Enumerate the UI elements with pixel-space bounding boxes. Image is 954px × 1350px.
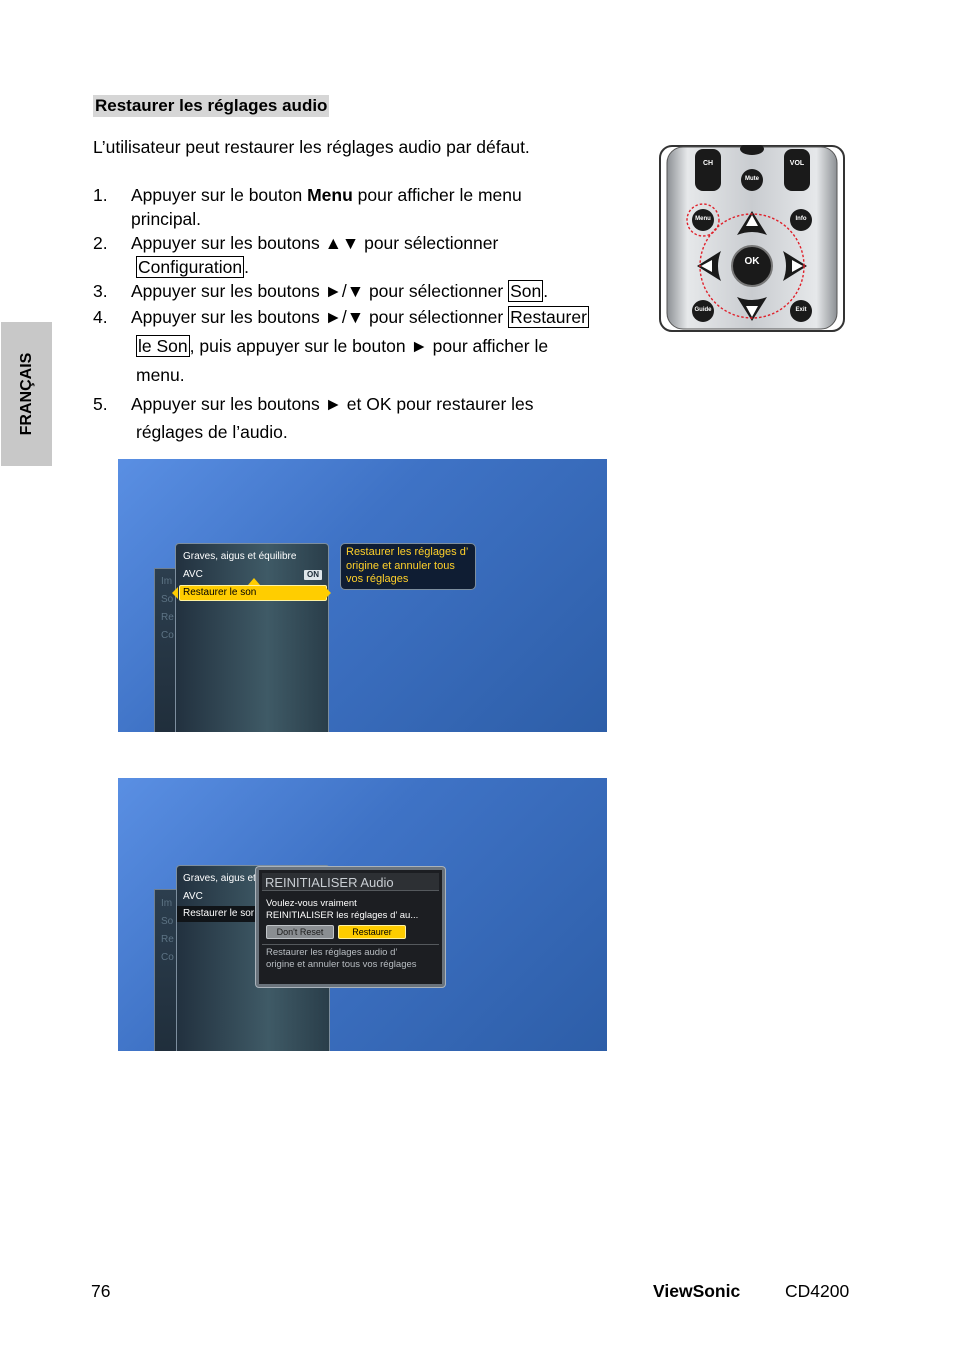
ok-label: OK [744, 256, 760, 267]
mute-label: Mute [745, 176, 759, 182]
page-number: 76 [91, 1281, 111, 1301]
menu-item-graves-2[interactable]: Graves, aigus et [183, 873, 256, 884]
tv-screenshot-1: Im So Re Co Graves, aigus et équilibre AVC ON Restaurer le son Restaurer les réglages d’ origine et annuler tous vos réglages [118, 459, 607, 732]
step-5-text-b: réglages de l’audio. [136, 422, 288, 442]
dialog-question-1: Voulez-vous vraiment [266, 898, 357, 909]
dialog-divider [262, 944, 439, 945]
dont-reset-button[interactable]: Don't Reset [266, 925, 334, 939]
step-4-text-d: , puis appuyer sur le bouton ► pour afficher le [189, 336, 549, 356]
up-arrow-icon [248, 578, 260, 585]
menu-item-graves[interactable]: Graves, aigus et équilibre [183, 551, 297, 562]
exit-label: Exit [795, 307, 807, 313]
configuration-label: Configuration [138, 257, 243, 277]
restaurer-label: Restaurer [510, 307, 587, 327]
reset-dialog [256, 867, 445, 987]
remote-body-icon [659, 145, 845, 332]
dialog-question-2: REINITIALISER les réglages d’ au... [266, 910, 419, 921]
brand-name: ViewSonic [653, 1281, 741, 1301]
model-number: CD4200 [785, 1281, 850, 1301]
step-2-text-a: Appuyer sur les boutons ▲▼ pour sélectionner [131, 233, 499, 253]
guide-label: Guide [694, 307, 712, 313]
steps-list: 1. Appuyer sur le bouton Menu pour afficher le menu principal. 2. Appuyer sur les boutons ▲▼ pour sélectionner Configuration . 3. Appuyer sur les boutons ►/▼ pour sélectionner Son . 4. Appuyer sur les boutons ►/▼ pour sélectionner Restaurer le Son , puis appuyer sur le bouton ► pour afficher le menu. 5. Appuyer sur les boutons ► et OK pour restaurer les réglages de l’audio. [93, 185, 587, 442]
info-tooltip: Restaurer les réglages d’ origine et annuler tous vos réglages [340, 543, 476, 590]
step-1-text-c: pour afficher le menu [352, 185, 522, 205]
left-arrow-icon [172, 587, 178, 599]
step-1-menu-bold: Menu [307, 185, 353, 205]
remote-control-image [659, 145, 845, 332]
restaurer-button[interactable]: Restaurer [338, 925, 406, 939]
step-1-text-d: principal. [131, 209, 202, 229]
son-label: Son [510, 281, 542, 301]
step-4-text-a: Appuyer sur les boutons ►/▼ pour sélectionner [131, 307, 504, 327]
menu-item-avc[interactable]: AVC [183, 569, 203, 580]
language-label: FRANÇAIS [17, 352, 35, 436]
intro-text: L’utilisateur peut restaurer les réglages audio par défaut. [93, 137, 530, 157]
dialog-title: REINITIALISER Audio [265, 875, 394, 890]
vol-label: VOL [789, 160, 805, 167]
menu-item-restaurer-son-2[interactable]: Restaurer le sor [183, 908, 255, 919]
ch-label: CH [702, 160, 714, 167]
step-1-text-a: Appuyer sur le bouton [131, 185, 308, 205]
avc-on-badge: ON [304, 570, 322, 580]
menu-item-avc-2[interactable]: AVC [183, 891, 203, 902]
step-3-text-a: Appuyer sur les boutons ►/▼ pour sélectionner [131, 281, 504, 301]
right-arrow-icon [325, 587, 331, 599]
info-label: Info [795, 216, 807, 222]
step-4-text-e: menu. [136, 365, 185, 385]
menu-item-restaurer-son-selected[interactable]: Restaurer le son [179, 585, 327, 601]
menu-label: Menu [695, 216, 711, 222]
le-son-label: le Son [138, 336, 188, 356]
dialog-description: Restaurer les réglages audio d’ origine et annuler tous vos réglages [266, 947, 417, 970]
tv-screenshot-2: Im So Re Co Graves, aigus et AVC Restaurer le sor REINITIALISER Audio Voulez-vous vraiment REINITIALISER les réglages d’ au... Don't Reset Restaurer Restaurer les réglages audio d’ origine et annuler tous vos réglages [118, 778, 607, 1051]
step-5-text-a: Appuyer sur les boutons ► et OK pour restaurer les [131, 394, 534, 414]
section-title: Restaurer les réglages audio [95, 96, 328, 115]
